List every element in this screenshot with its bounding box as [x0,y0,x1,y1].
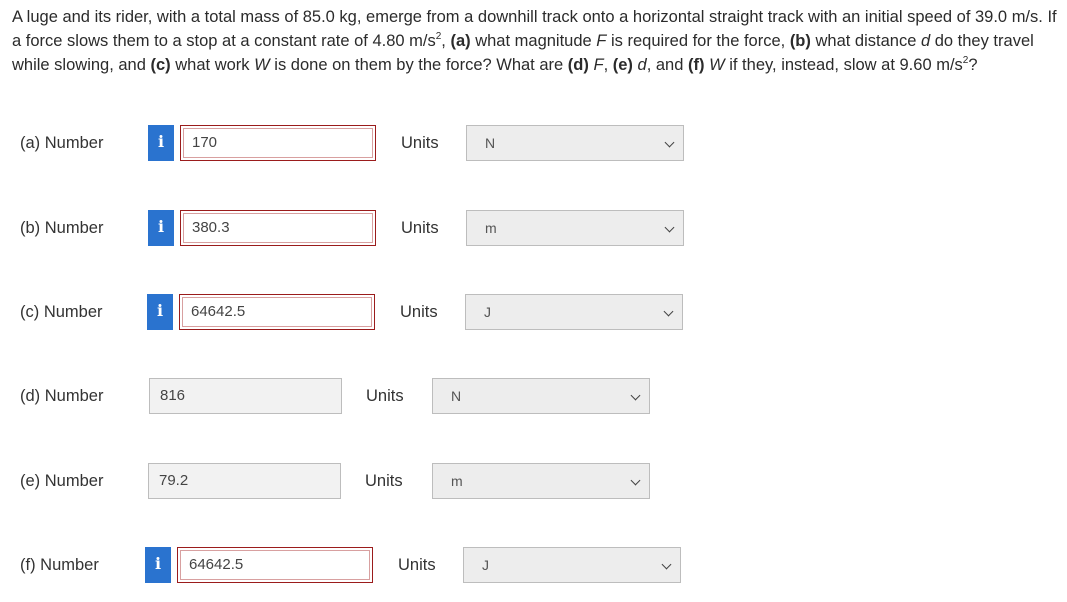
answer-row-f [0,547,1067,587]
units-select[interactable] [432,378,650,414]
number-input[interactable]: 64642.5 [179,294,375,330]
row-label: (e) Number [20,472,104,490]
row-label: (b) Number [20,219,104,237]
units-select[interactable] [466,210,684,246]
chevron-down-icon [664,307,674,317]
answer-row-c [0,294,1067,334]
number-field-readonly: 816 [149,378,342,414]
chevron-down-icon [662,560,672,570]
chevron-down-icon [665,138,675,148]
info-icon[interactable]: i [147,294,173,330]
units-label: Units [401,134,439,152]
answer-row-d [0,378,1067,418]
units-select-value: J [482,557,489,573]
row-label: (f) Number [20,556,99,574]
row-label: (d) Number [20,387,104,405]
units-select[interactable] [465,294,683,330]
units-label: Units [366,387,404,405]
question-text: A luge and its rider, with a total mass of 85.0 kg, emerge from a downhill track onto a horizontal straight track with an initial speed of 39.0 m/s. If a force slows them to a stop at a constant rate of 4.80 $m/s^2$, (a) what magnitude F is required for the force, (b) what distance d do they travel while slowing, and (c) what work W is done on them by the force? What are (d) F, (e) d, and (f) W if they, instead, slow at 9.60 $m/s^2$? [12,8,1057,74]
chevron-down-icon [631,476,641,486]
units-select-value: N [485,135,496,151]
chevron-down-icon [631,391,641,401]
units-select[interactable] [432,463,650,499]
number-field-readonly: 79.2 [148,463,341,499]
units-select-value: m [451,473,463,489]
answer-row-b [0,210,1067,250]
chevron-down-icon [665,223,675,233]
units-select-value: m [485,220,497,236]
info-icon[interactable]: i [145,547,171,583]
number-input[interactable]: 64642.5 [177,547,373,583]
units-select[interactable] [463,547,681,583]
units-select-value: J [484,304,491,320]
row-label: (c) Number [20,303,103,321]
units-label: Units [398,556,436,574]
answer-row-a [0,125,1067,165]
units-select-value: N [451,388,462,404]
info-icon[interactable]: i [148,125,174,161]
answer-row-e [0,463,1067,503]
number-input[interactable]: 170 [180,125,376,161]
row-label: (a) Number [20,134,104,152]
units-label: Units [401,219,439,237]
number-input[interactable]: 380.3 [180,210,376,246]
units-label: Units [400,303,438,321]
info-icon[interactable]: i [148,210,174,246]
units-label: Units [365,472,403,490]
units-select[interactable] [466,125,684,161]
